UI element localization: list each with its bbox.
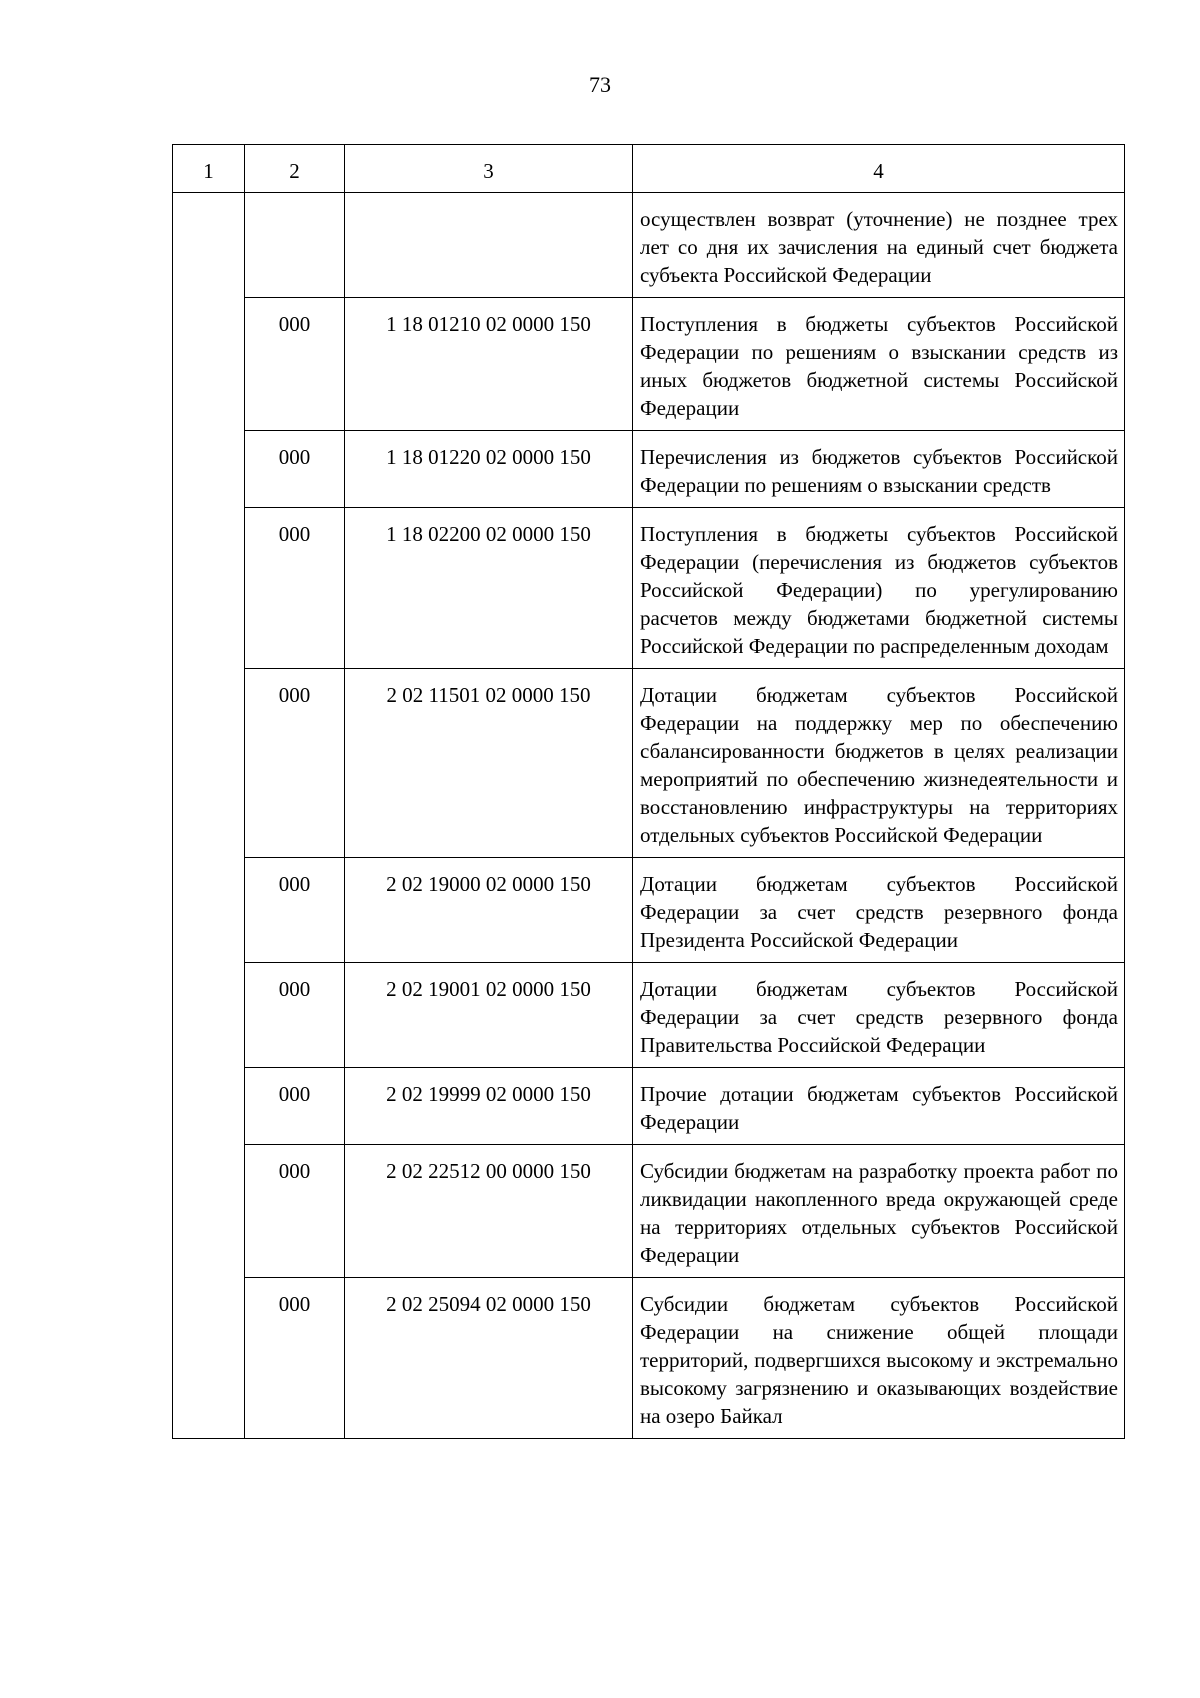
budget-codes-table (172, 144, 1125, 1439)
description-cell: Субсидии бюджетам на разработку проекта работ по ликвидации накопленного вреда окружающей среде на территориях отдельных субъектов Российской Федерации (633, 1145, 1125, 1278)
admin-code-cell: 000 (245, 1068, 345, 1145)
table-row (173, 508, 1125, 669)
revenue-code-cell: 2 02 22512 00 0000 150 (345, 1145, 633, 1278)
table-row (173, 858, 1125, 963)
row-number-cell (173, 858, 245, 963)
description-cell: осуществлен возврат (уточнение) не позднее трех лет со дня их зачисления на единый счет бюджета субъекта Российской Федерации (633, 193, 1125, 298)
description-cell: Дотации бюджетам субъектов Российской Федерации за счет средств резервного фонда Правительства Российской Федерации (633, 963, 1125, 1068)
revenue-code-cell: 1 18 01220 02 0000 150 (345, 431, 633, 508)
row-number-cell (173, 1068, 245, 1145)
table-row (173, 963, 1125, 1068)
row-number-cell (173, 508, 245, 669)
admin-code-cell: 000 (245, 298, 345, 431)
revenue-code-cell: 2 02 11501 02 0000 150 (345, 669, 633, 858)
table-row (173, 1068, 1125, 1145)
row-number-cell (173, 431, 245, 508)
description-cell: Прочие дотации бюджетам субъектов Российской Федерации (633, 1068, 1125, 1145)
admin-code-cell: 000 (245, 508, 345, 669)
row-number-cell (173, 669, 245, 858)
admin-code-cell: 000 (245, 669, 345, 858)
table-row (173, 431, 1125, 508)
header-col-4: 4 (633, 145, 1125, 193)
table-row (173, 298, 1125, 431)
header-col-2: 2 (245, 145, 345, 193)
revenue-code-cell: 1 18 01210 02 0000 150 (345, 298, 633, 431)
admin-code-cell: 000 (245, 963, 345, 1068)
table-row (173, 1145, 1125, 1278)
description-cell: Поступления в бюджеты субъектов Российской Федерации по решениям о взыскании средств из иных бюджетов бюджетной системы Российской Федерации (633, 298, 1125, 431)
revenue-code-cell: 2 02 19001 02 0000 150 (345, 963, 633, 1068)
admin-code-cell (245, 193, 345, 298)
table-row (173, 669, 1125, 858)
description-cell: Перечисления из бюджетов субъектов Российской Федерации по решениям о взыскании средств (633, 431, 1125, 508)
admin-code-cell: 000 (245, 858, 345, 963)
description-cell: Дотации бюджетам субъектов Российской Федерации за счет средств резервного фонда Президента Российской Федерации (633, 858, 1125, 963)
header-col-1: 1 (173, 145, 245, 193)
admin-code-cell: 000 (245, 1145, 345, 1278)
row-number-cell (173, 1145, 245, 1278)
table-row (173, 1278, 1125, 1439)
page-number: 73 (589, 72, 611, 97)
revenue-code-cell: 1 18 02200 02 0000 150 (345, 508, 633, 669)
revenue-code-cell: 2 02 25094 02 0000 150 (345, 1278, 633, 1439)
admin-code-cell: 000 (245, 431, 345, 508)
revenue-code-cell (345, 193, 633, 298)
table-header-row (173, 145, 1125, 193)
header-col-3: 3 (345, 145, 633, 193)
row-number-cell (173, 193, 245, 298)
description-cell: Дотации бюджетам субъектов Российской Федерации на поддержку мер по обеспечению сбалансированности бюджетов в целях реализации мероприятий по обеспечению жизнедеятельности и восстановлению инфраструктуры на территориях отдельных субъектов Российской Федерации (633, 669, 1125, 858)
row-number-cell (173, 298, 245, 431)
description-cell: Субсидии бюджетам субъектов Российской Федерации на снижение общей площади территорий, подвергшихся высокому и экстремально высокому загрязнению и оказывающих воздействие на озеро Байкал (633, 1278, 1125, 1439)
row-number-cell (173, 1278, 245, 1439)
revenue-code-cell: 2 02 19999 02 0000 150 (345, 1068, 633, 1145)
admin-code-cell: 000 (245, 1278, 345, 1439)
revenue-code-cell: 2 02 19000 02 0000 150 (345, 858, 633, 963)
description-cell: Поступления в бюджеты субъектов Российской Федерации (перечисления из бюджетов субъектов Российской Федерации) по урегулированию расчетов между бюджетами бюджетной системы Российской Федерации по распределенным доходам (633, 508, 1125, 669)
row-number-cell (173, 963, 245, 1068)
table-row (173, 193, 1125, 298)
